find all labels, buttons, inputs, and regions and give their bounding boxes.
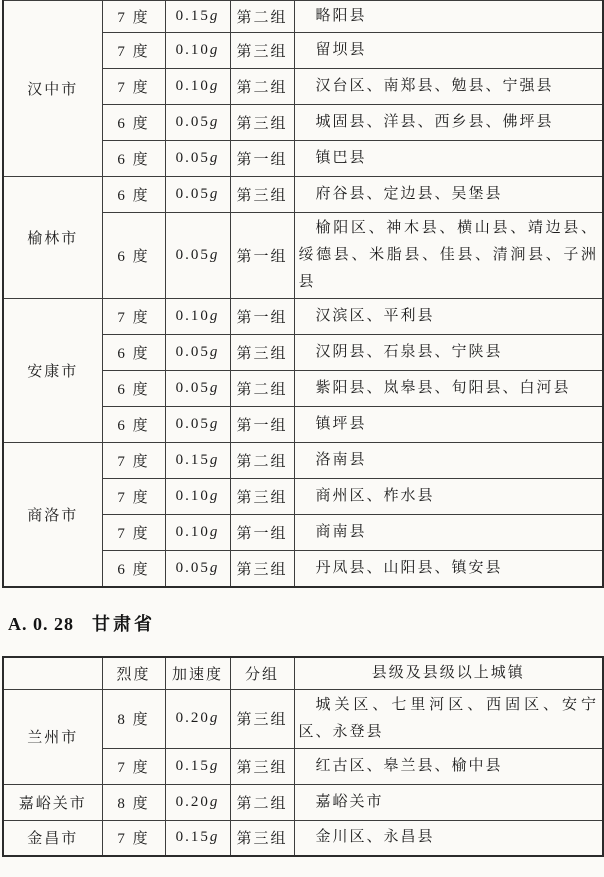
group-cell: 第三组 [230,820,294,856]
group-cell: 第一组 [230,407,294,443]
table-row [3,1,603,33]
towns-header-cell: 县级及县级以上城镇 [294,657,603,690]
group-cell: 第三组 [230,748,294,784]
group-cell: 第三组 [230,177,294,213]
intensity-cell: 7 度 [102,33,165,69]
towns-cell: 汉台区、南郑县、勉县、宁强县 [294,69,603,105]
acceleration-cell: 0.15g [165,820,230,856]
acceleration-cell: 0.10g [165,69,230,105]
table-row [3,784,603,820]
intensity-cell: 7 度 [102,748,165,784]
city-cell: 安康市 [3,299,102,443]
group-cell: 第三组 [230,479,294,515]
towns-cell: 红古区、皋兰县、榆中县 [294,748,603,784]
g-symbol: g [209,452,220,468]
intensity-cell: 7 度 [102,515,165,551]
acceleration-cell: 0.15g [165,443,230,479]
table-row [3,689,603,748]
towns-cell: 紫阳县、岚皋县、旬阳县、白河县 [294,371,603,407]
group-cell: 第一组 [230,213,294,299]
intensity-cell: 7 度 [102,820,165,856]
acceleration-cell: 0.05g [165,335,230,371]
g-symbol: g [209,829,220,846]
group-cell: 第三组 [230,105,294,141]
group-header-cell: 分组 [230,657,294,690]
group-cell: 第二组 [230,784,294,820]
intensity-header-cell: 烈度 [102,657,165,690]
g-symbol: g [209,186,220,202]
intensity-cell: 7 度 [102,69,165,105]
section-title: 甘肃省 [92,613,155,634]
towns-cell: 金川区、永昌县 [294,820,603,856]
intensity-cell: 6 度 [102,371,165,407]
table-row [3,443,603,479]
intensity-cell: 6 度 [102,177,165,213]
g-symbol: g [209,114,220,130]
table-row [3,177,603,213]
group-cell: 第三组 [230,33,294,69]
towns-cell: 汉滨区、平利县 [294,299,603,335]
acceleration-cell: 0.05g [165,551,230,587]
acceleration-cell: 0.10g [165,299,230,335]
acceleration-cell: 0.10g [165,479,230,515]
intensity-cell: 6 度 [102,141,165,177]
towns-cell: 嘉峪关市 [294,784,603,820]
section-number: A. 0. 28 [8,613,74,634]
g-symbol: g [209,247,220,263]
acceleration-header-cell: 加速度 [165,657,230,690]
table-row [3,299,603,335]
acceleration-cell: 0.05g [165,105,230,141]
acceleration-cell: 0.05g [165,371,230,407]
g-symbol: g [209,42,220,58]
intensity-cell: 7 度 [102,299,165,335]
towns-cell: 洛南县 [294,443,603,479]
table-header-row [3,657,603,690]
g-symbol: g [209,308,220,324]
intensity-cell: 6 度 [102,407,165,443]
g-symbol: g [209,344,220,360]
g-symbol: g [209,710,220,726]
g-symbol: g [209,8,220,24]
towns-cell: 城固县、洋县、西乡县、佛坪县 [294,105,603,141]
g-symbol: g [209,416,220,432]
group-cell: 第二组 [230,371,294,407]
towns-cell: 留坝县 [294,33,603,69]
acceleration-cell: 0.05g [165,141,230,177]
towns-cell: 城关区、七里河区、西固区、安宁区、永登县 [294,689,603,748]
intensity-cell: 7 度 [102,1,165,33]
g-symbol: g [209,559,220,576]
acceleration-cell: 0.05g [165,407,230,443]
g-symbol: g [209,757,220,774]
table-gansu [2,656,604,858]
city-cell: 兰州市 [3,689,102,784]
intensity-cell: 8 度 [102,689,165,748]
acceleration-cell: 0.05g [165,177,230,213]
towns-cell: 镇巴县 [294,141,603,177]
group-cell: 第二组 [230,69,294,105]
intensity-cell: 6 度 [102,335,165,371]
towns-cell: 略阳县 [294,1,603,33]
acceleration-cell: 0.20g [165,784,230,820]
group-cell: 第三组 [230,335,294,371]
acceleration-cell: 0.10g [165,33,230,69]
table-row [3,820,603,856]
g-symbol: g [209,488,220,504]
g-symbol: g [209,150,220,166]
towns-cell: 丹凤县、山阳县、镇安县 [294,551,603,587]
acceleration-cell: 0.10g [165,515,230,551]
city-cell: 金昌市 [3,820,102,856]
towns-cell: 汉阴县、石泉县、宁陕县 [294,335,603,371]
group-cell: 第二组 [230,443,294,479]
g-symbol: g [209,78,220,94]
towns-cell: 商南县 [294,515,603,551]
group-cell: 第一组 [230,141,294,177]
city-cell: 榆林市 [3,177,102,299]
acceleration-cell: 0.15g [165,1,230,33]
g-symbol: g [209,380,220,396]
intensity-cell: 7 度 [102,443,165,479]
g-symbol: g [209,793,220,810]
towns-cell: 镇坪县 [294,407,603,443]
city-cell: 嘉峪关市 [3,784,102,820]
intensity-cell: 8 度 [102,784,165,820]
acceleration-cell: 0.05g [165,213,230,299]
city-header-cell [3,657,102,690]
towns-cell: 榆阳区、神木县、横山县、靖边县、绥德县、米脂县、佳县、清涧县、子洲县 [294,213,603,299]
acceleration-cell: 0.20g [165,689,230,748]
group-cell: 第一组 [230,515,294,551]
section-heading [8,610,604,636]
acceleration-cell: 0.15g [165,748,230,784]
group-cell: 第二组 [230,1,294,33]
towns-cell: 商州区、柞水县 [294,479,603,515]
intensity-cell: 7 度 [102,479,165,515]
g-symbol: g [209,524,220,540]
group-cell: 第三组 [230,551,294,587]
group-cell: 第三组 [230,689,294,748]
intensity-cell: 6 度 [102,213,165,299]
city-cell: 商洛市 [3,443,102,587]
table-shaanxi-continued [2,0,604,588]
group-cell: 第一组 [230,299,294,335]
intensity-cell: 6 度 [102,105,165,141]
towns-cell: 府谷县、定边县、吴堡县 [294,177,603,213]
city-cell: 汉中市 [3,1,102,177]
intensity-cell: 6 度 [102,551,165,587]
